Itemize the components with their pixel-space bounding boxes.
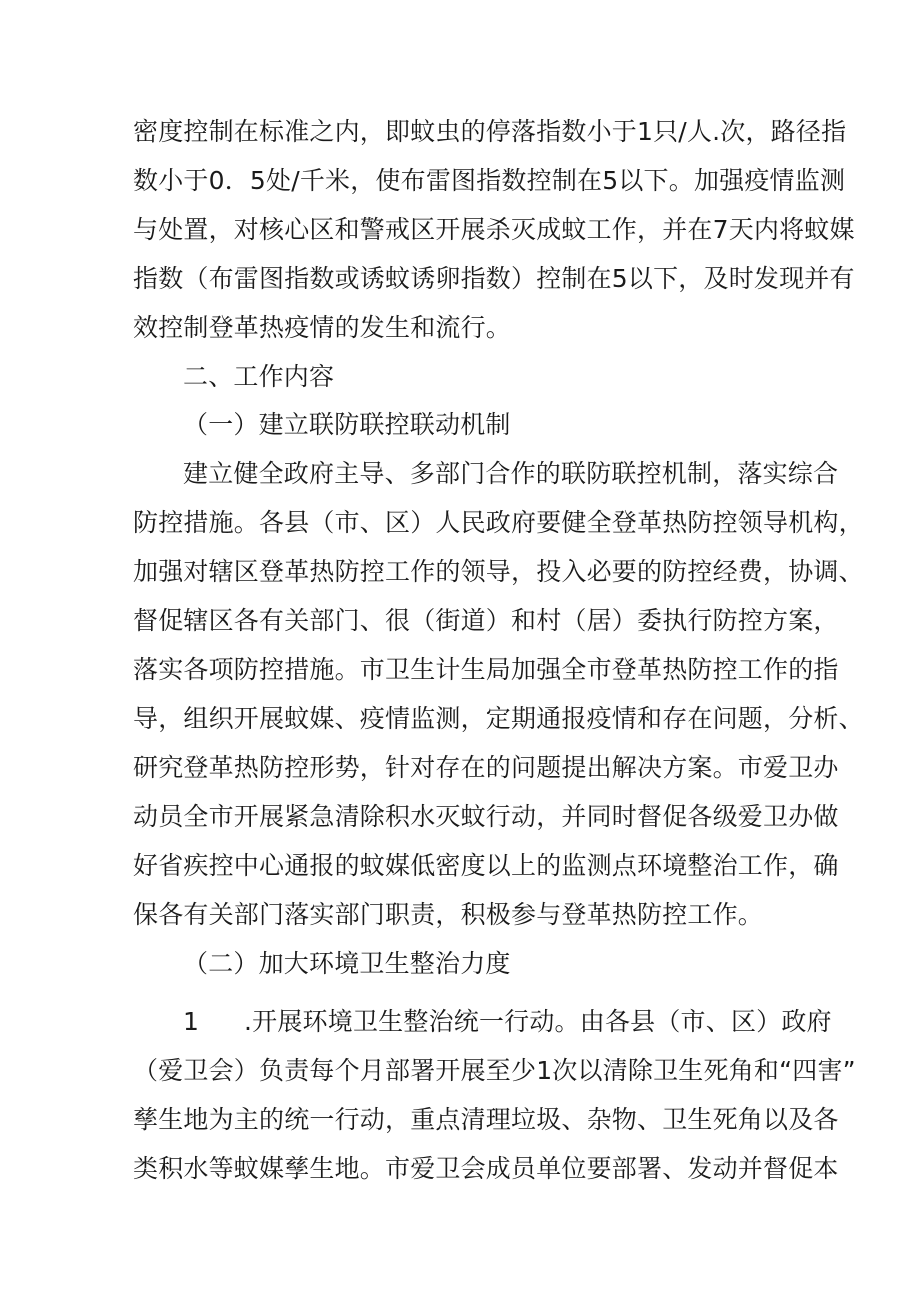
- paragraph-line: 防控措施。各县（市、区）人民政府要健全登革热防控领导机构，: [133, 508, 864, 537]
- paragraph-line: 密度控制在标准之内，即蚊虫的停落指数小于1只/人.次，路径指: [133, 117, 847, 146]
- paragraph-line: （爱卫会）负责每个月部署开展至少1次以清除卫生死角和“四害”: [133, 1056, 856, 1085]
- subsection-heading-2: （二）加大环境卫生整治力度: [183, 949, 511, 978]
- paragraph-line: .开展环境卫生整治统一行动。由各县（市、区）政府: [244, 1007, 832, 1036]
- paragraph-line: 数小于0．5处/千米，使布雷图指数控制在5以下。加强疫情监测: [133, 166, 846, 195]
- list-item-number: 1: [183, 1007, 200, 1036]
- subsection-heading-1: （一）建立联防联控联动机制: [183, 410, 511, 439]
- paragraph-line: 指数（布雷图指数或诱蚊诱卵指数）控制在5以下，及时发现并有: [133, 264, 855, 293]
- paragraph-line: 类积水等蚊媒孳生地。市爱卫会成员单位要部署、发动并督促本: [133, 1154, 839, 1183]
- paragraph-line: 动员全市开展紧急清除积水灭蚊行动，并同时督促各级爱卫办做: [133, 802, 839, 831]
- paragraph-line: 与处置，对核心区和警戒区开展杀灭成蚊工作，并在7天内将蚊媒: [133, 215, 855, 244]
- paragraph-line: 督促辖区各有关部门、很（街道）和村（居）委执行防控方案，: [133, 606, 839, 635]
- section-heading: 二、工作内容: [183, 362, 335, 391]
- paragraph-line: 加强对辖区登革热防控工作的领导，投入必要的防控经费，协调、: [133, 557, 864, 586]
- paragraph-line: 孳生地为主的统一行动，重点清理垃圾、杂物、卫生死角以及各: [133, 1105, 839, 1134]
- paragraph-line: 研究登革热防控形势，针对存在的问题提出解决方案。市爱卫办: [133, 753, 839, 782]
- paragraph-line: 保各有关部门落实部门职责，积极参与登革热防控工作。: [133, 900, 764, 929]
- paragraph-line: 导，组织开展蚊媒、疫情监测，定期通报疫情和存在问题，分析、: [133, 704, 864, 733]
- paragraph-line: 好省疾控中心通报的蚊媒低密度以上的监测点环境整治工作，确: [133, 851, 839, 880]
- paragraph-line: 建立健全政府主导、多部门合作的联防联控机制，落实综合: [183, 459, 839, 488]
- paragraph-line: 落实各项防控措施。市卫生计生局加强全市登革热防控工作的指: [133, 655, 839, 684]
- paragraph-line: 效控制登革热疫情的发生和流行。: [133, 313, 512, 342]
